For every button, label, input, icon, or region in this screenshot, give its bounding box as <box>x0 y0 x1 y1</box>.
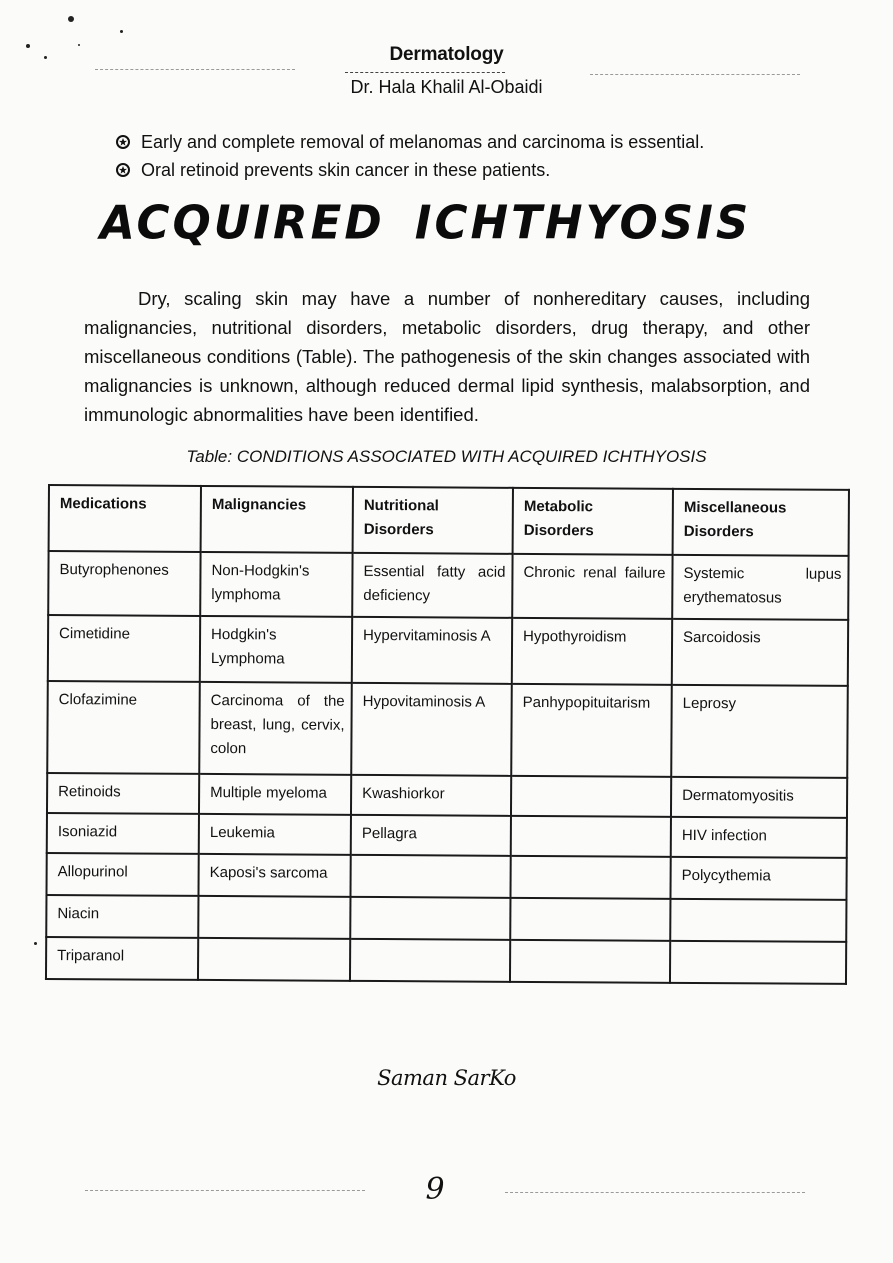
table-cell <box>198 938 350 981</box>
table-cell: Leukemia <box>199 814 351 855</box>
table-cell <box>670 941 846 984</box>
table-cell: Chronic renal failure <box>512 554 672 619</box>
header-author: Dr. Hala Khalil Al-Obaidi <box>350 77 543 97</box>
table-cell: Kaposi's sarcoma <box>198 854 350 897</box>
header-cell-metabolic: Metabolic Disorders <box>513 488 673 555</box>
header-cell-miscellaneous: Miscellaneous Disorders <box>673 489 849 556</box>
star-circle-icon <box>116 135 130 149</box>
header-rule-left <box>95 69 295 70</box>
table-cell <box>350 939 510 982</box>
table-cell: Butyrophenones <box>48 551 200 616</box>
signature: Saman SarKo <box>377 1066 516 1090</box>
table-cell: Pellagra <box>351 815 511 856</box>
table-cell <box>510 940 670 983</box>
table-cell <box>511 776 671 817</box>
table-cell: Retinoids <box>47 773 199 814</box>
table-cell <box>670 899 846 942</box>
header-title: Dermatology <box>389 44 504 65</box>
bullet-item <box>116 156 816 184</box>
header-cell-malignancies: Malignancies <box>201 486 353 553</box>
header-rule-center <box>345 72 505 73</box>
table-row <box>46 937 846 984</box>
conditions-table <box>45 484 850 985</box>
intro-paragraph: Dry, scaling skin may have a number of nonhereditary causes, including malignancies, nutritional disorders, metabolic disorders, drug therapy, and other miscellaneous conditions (Table). The pathogenesis of the skin changes associated with malignancies is unknown, although reduced dermal lipid synthesis, malabsorption, and immunologic abnormalities have been identified. <box>84 288 810 425</box>
table-cell: Leprosy <box>671 685 848 778</box>
bullet-item <box>116 128 816 156</box>
table-row <box>47 773 847 818</box>
table-cell: Non-Hodgkin's lymphoma <box>200 552 352 617</box>
table-cell: Dermatomyositis <box>671 777 847 818</box>
table-cell: Clofazimine <box>47 681 200 774</box>
header-rule-right <box>590 74 800 75</box>
table-cell: Hypovitaminosis A <box>351 683 512 776</box>
star-circle-icon <box>116 163 130 177</box>
heading-word-acquired: ACQUIRED <box>100 195 385 250</box>
bullet-text: Early and complete removal of melanomas and carcinoma is essential. <box>141 131 705 152</box>
table-cell: Allopurinol <box>46 853 198 896</box>
table-row <box>46 853 846 900</box>
bullet-text: Oral retinoid prevents skin cancer in these patients. <box>141 159 551 180</box>
table-cell: Systemic lupus erythematosus <box>672 555 848 620</box>
table-cell <box>350 855 510 898</box>
page-number: 9 <box>425 1172 445 1207</box>
table-row <box>48 615 848 686</box>
section-heading <box>100 195 800 249</box>
table-cell <box>510 898 670 941</box>
table-cell <box>511 816 671 857</box>
table-cell: Hodgkin's Lymphoma <box>200 616 352 683</box>
table-cell: Essential fatty acid deficiency <box>352 553 512 618</box>
table-cell: Panhypopituitarism <box>511 684 672 777</box>
table-cell: Triparanol <box>46 937 198 980</box>
table-row <box>46 895 846 942</box>
table-row <box>47 813 847 858</box>
heading-word-ichthyosis: ICHTHYOSIS <box>414 195 752 250</box>
table-cell: Hypothyroidism <box>512 618 672 685</box>
table-row <box>47 681 848 778</box>
table-cell <box>350 897 510 940</box>
table-cell <box>510 856 670 899</box>
table-cell: Multiple myeloma <box>199 774 351 815</box>
table-cell: Sarcoidosis <box>672 619 848 686</box>
table-cell: Hypervitaminosis A <box>352 617 512 684</box>
table-cell: Niacin <box>46 895 198 938</box>
table-cell <box>198 896 350 939</box>
table-caption: Table: CONDITIONS ASSOCIATED WITH ACQUIRED ICHTHYOSIS <box>186 447 707 466</box>
table-cell: Cimetidine <box>48 615 200 682</box>
table-cell: Kwashiorkor <box>351 775 511 816</box>
table-cell: HIV infection <box>671 817 847 858</box>
table-row <box>48 551 848 620</box>
table-cell: Polycythemia <box>670 857 846 900</box>
header-cell-medications: Medications <box>49 485 201 552</box>
table-cell: Isoniazid <box>47 813 199 854</box>
footer-rule-right <box>505 1192 805 1193</box>
table-cell: Carcinoma of the breast, lung, cervix, colon <box>199 682 352 775</box>
header-cell-nutritional: Nutritional Disorders <box>353 487 513 554</box>
bullet-list <box>116 128 816 184</box>
table-header-row <box>49 485 849 556</box>
